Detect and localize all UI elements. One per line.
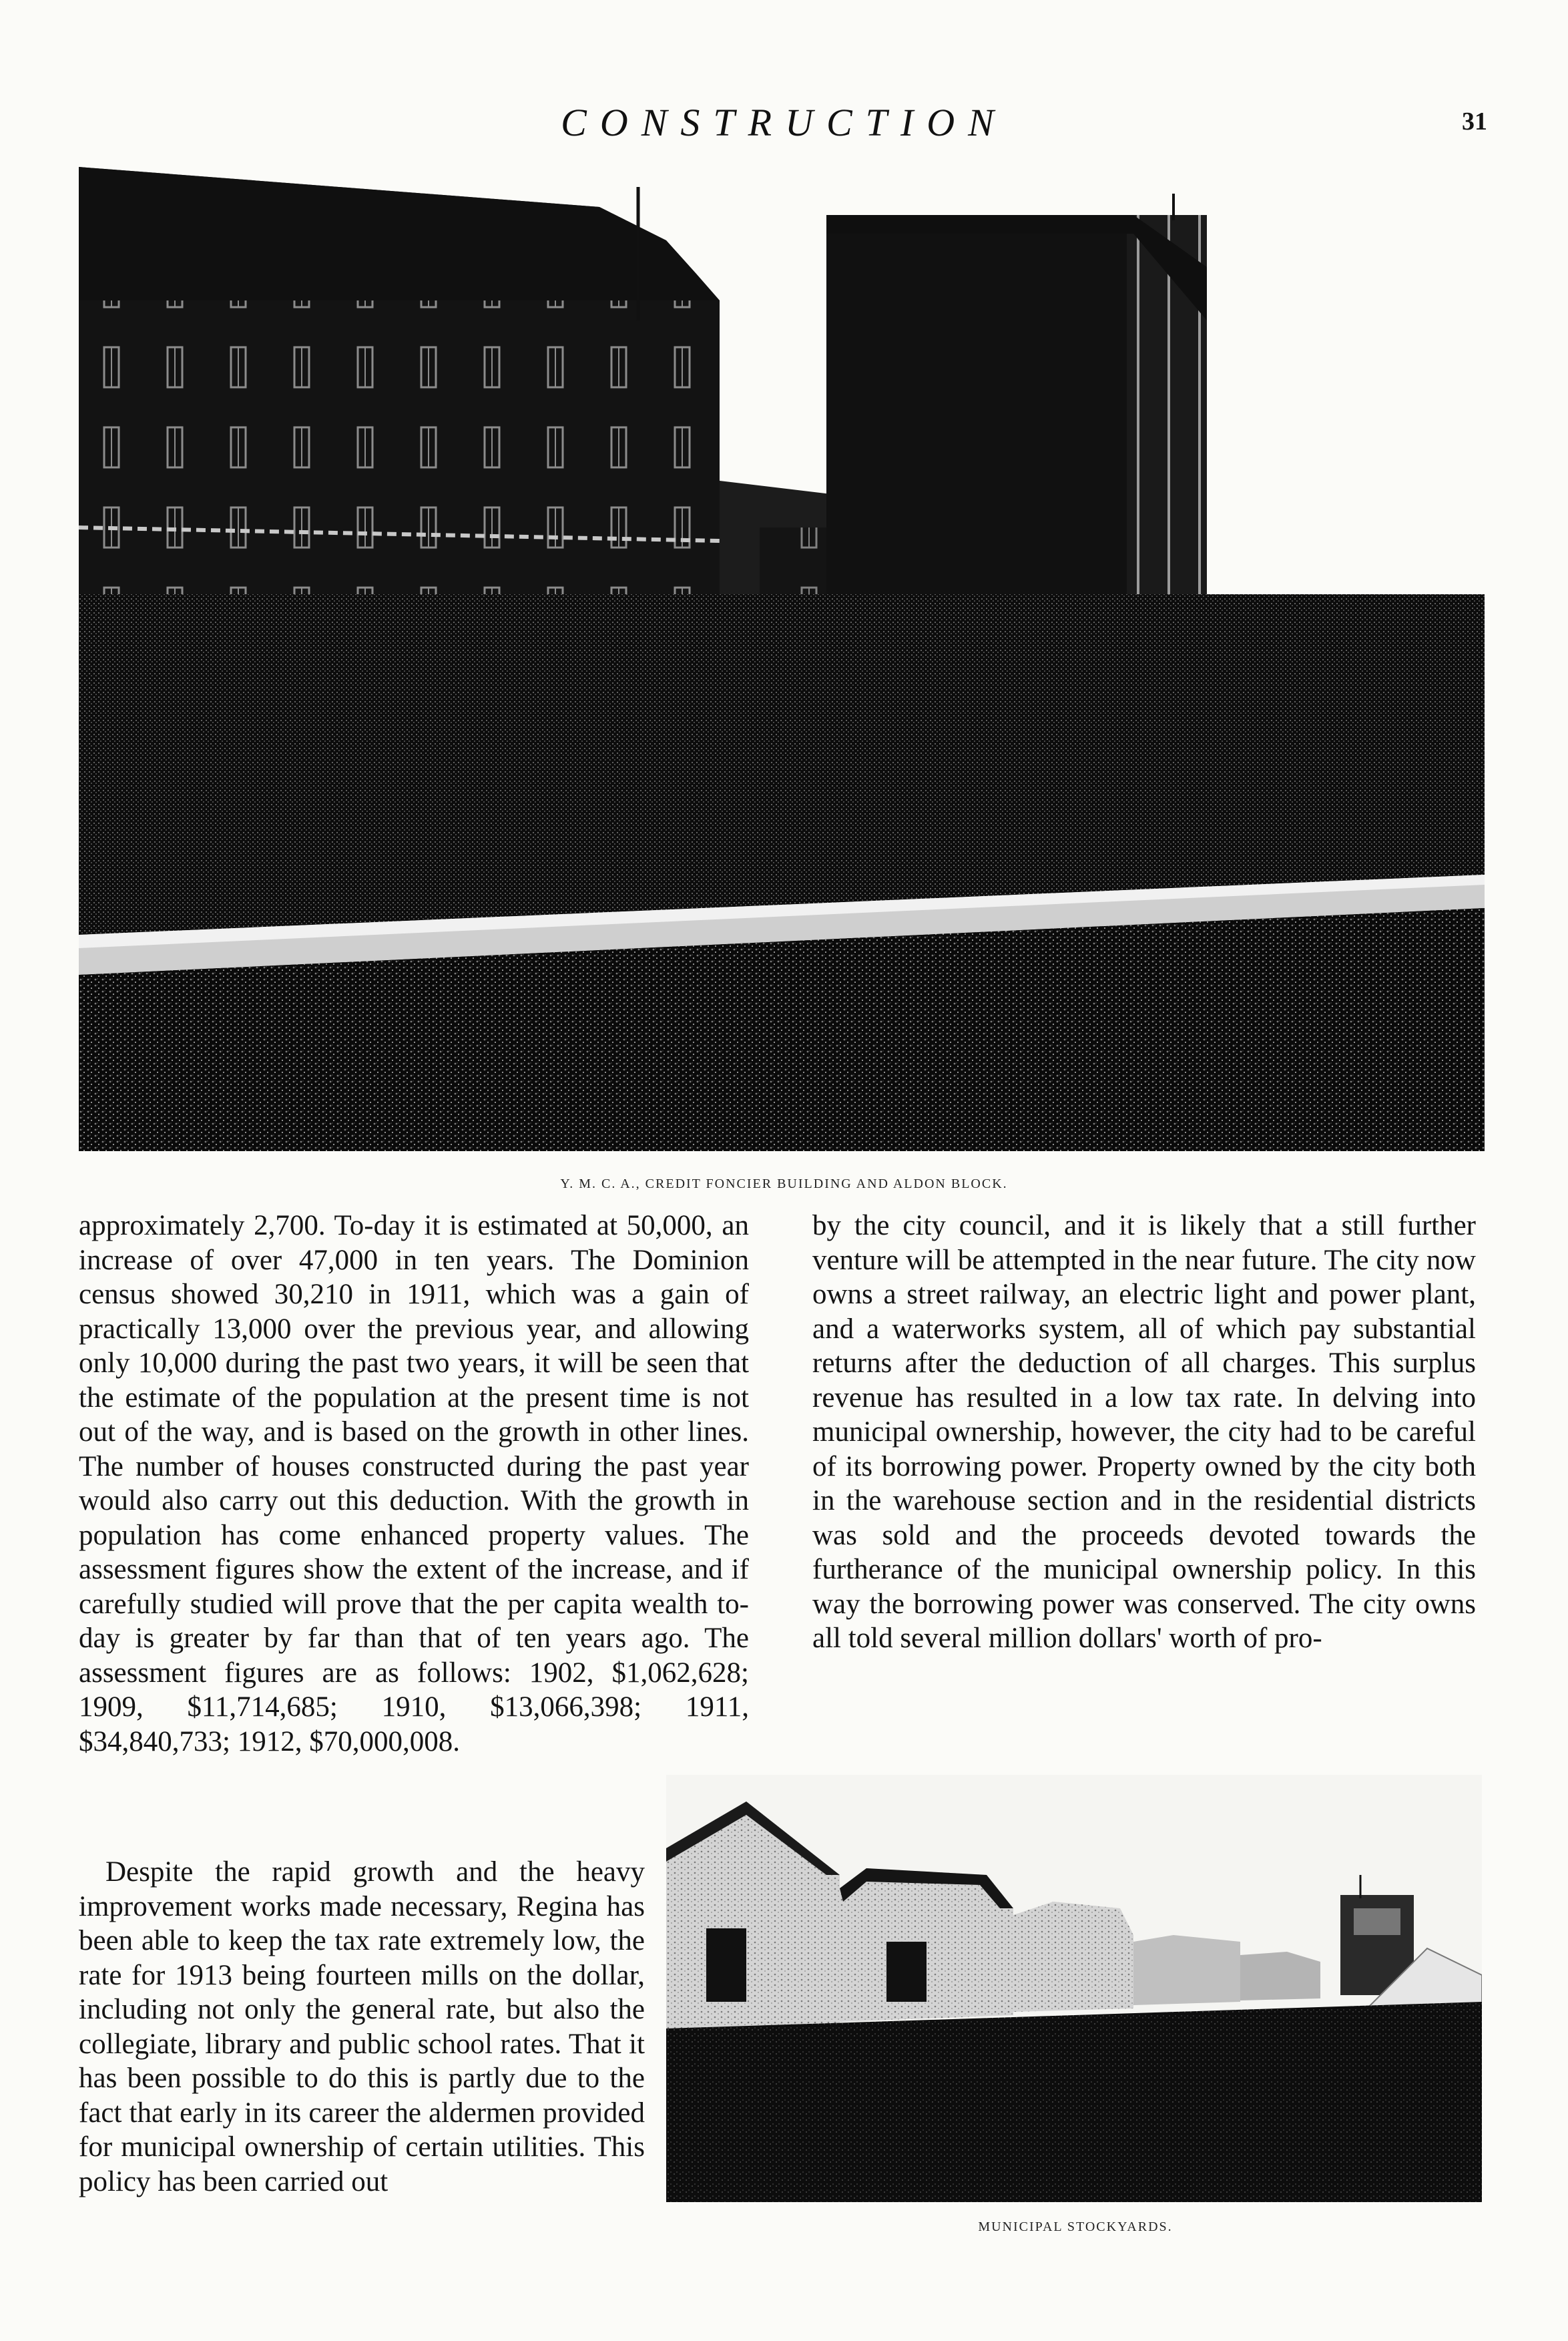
running-head: CONSTRUCTION	[561, 101, 1007, 144]
page-number: 31	[1462, 108, 1487, 136]
article-bottom-left-column	[79, 1855, 645, 2199]
paragraph-population: approximately 2,700. To-day it is estimated at 50,000, an increase of over 47,000 in ten years. The Dominion census showed 30,210 in 1911, which was a gain of practically 13,000 over the previous year, and allowing only 10,000 during the past two years, it will be seen that the estimate of the population at the present time is not out of the way, and is based on the growth in other lines. The number of houses constructed during the past year would also carry out this deduction. With the growth in population has come enhanced property values. The assessment figures show the extent of the increase, and if carefully studied will prove that the per capita wealth to-day is greater by far than that of ten years ago. The assessment figures are as follows: 1902, $1,062,628; 1909, $11,714,685; 1910, $13,066,398; 1911, $34,840,733; 1912, $70,000,008.	[79, 1210, 749, 1757]
paragraph-municipal-ownership: by the city council, and it is likely that a still further venture will be attempted in the near future. The city now owns a street railway, an electric light and power plant, and a waterworks system, all of which pay substantial returns after the deduction of all charges. This surplus revenue has resulted in a low tax rate. In delving into municipal ownership, however, the city had to be careful of its borrowing power. Property owned by the city both in the warehouse section and in the residential districts was sold and the proceeds devoted towards the furtherance of the municipal ownership policy. In this way the borrowing power was conserved. The city owns all told several million dollars' worth of pro-	[812, 1210, 1476, 1654]
article-left-column	[79, 1209, 749, 1759]
buildings-photograph	[79, 167, 1485, 1151]
stockyards-caption: MUNICIPAL STOCKYARDS.	[978, 2219, 1173, 2234]
main-photo-caption: Y. M. C. A., CREDIT FONCIER BUILDING AND ALDON BLOCK.	[560, 1177, 1008, 1191]
article-right-column	[812, 1209, 1476, 1656]
stockyards-photograph	[666, 1775, 1482, 2202]
paragraph-tax-rate: Despite the rapid growth and the heavy improvement works made necessary, Regina has been able to keep the tax rate extremely low, the rate for 1913 being fourteen mills on the dollar, including not only the general rate, but also the collegiate, library and public school rates. That it has been possible to do this is partly due to the fact that early in its career the aldermen provided for municipal ownership of certain utilities. This policy has been carried out	[79, 1856, 645, 2197]
